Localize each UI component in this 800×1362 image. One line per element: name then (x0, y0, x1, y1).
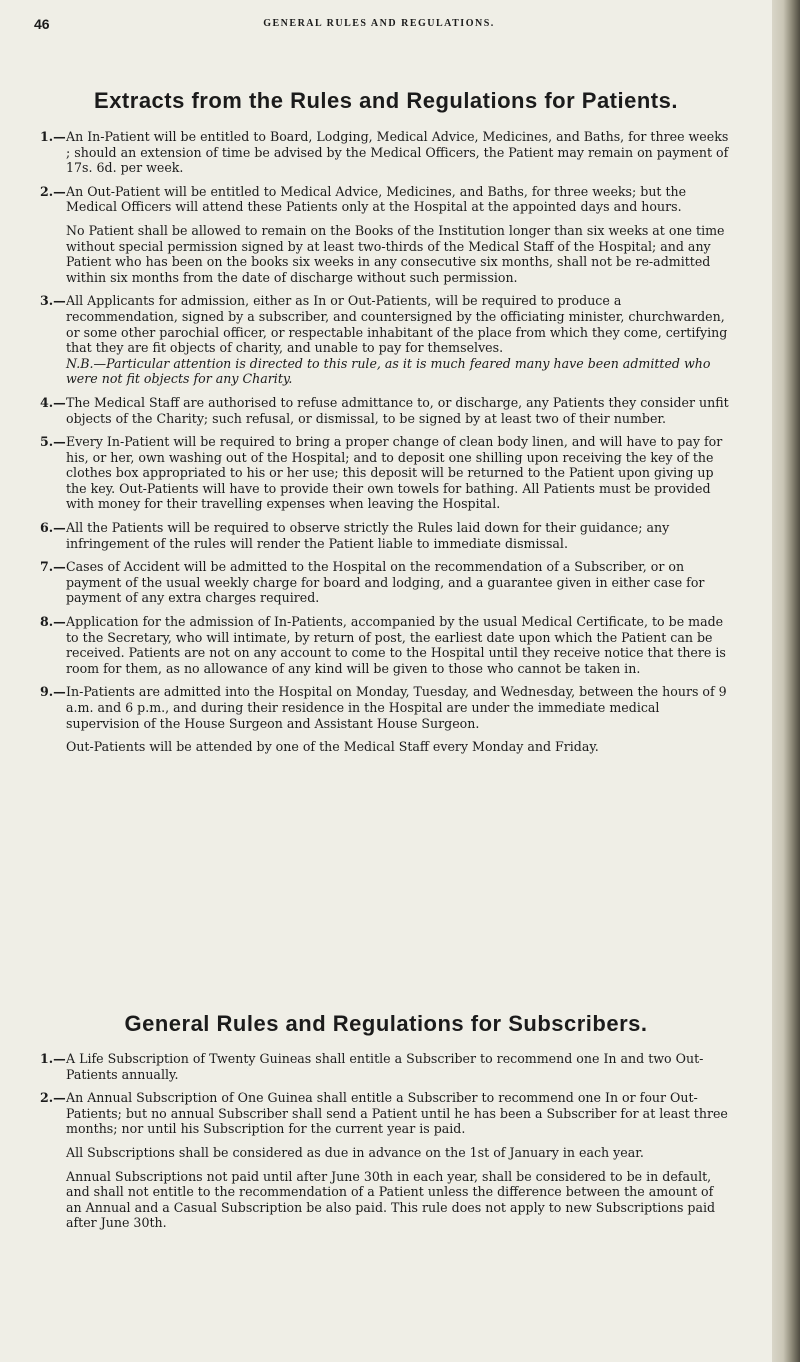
patient-rule-9 (40, 684, 732, 731)
rule-number: 6.— (40, 520, 66, 536)
rule-text: An In-Patient will be entitled to Board, Lodging, Medical Advice, Medicines, and Baths, for three weeks ; should an extension of time be advised by the Medical Officers, the Patient may remain on payment of 17s. 6d. per week. (66, 129, 729, 176)
page-number: 46 (34, 16, 50, 32)
patient-rule-out-patients (40, 739, 732, 755)
book-spine-edge (772, 0, 800, 1362)
running-header (34, 16, 724, 36)
rule-number: 2.— (40, 1090, 66, 1106)
patient-rule-6 (40, 520, 732, 551)
rule-text: Application for the admission of In-Patients, accompanied by the usual Medical Certificate, to be made to the Secretary, who will intimate, by return of post, the earliest date upon which the Patient can be received. Patients are not on any account to come to the Hospital until they receive notice that there is room for them, as no allowance of any kind will be given to those who cannot be taken in. (66, 614, 726, 676)
rule-text: Every In-Patient will be required to bring a proper change of clean body linen, and will have to pay for his, or her, own washing out of the Hospital; and to deposit one shilling upon receiving the key of the clothes box appropriated to his or her use; this deposit will be returned to the Patient upon giving up the key. Out-Patients will have to provide their own towels for bathing. All Patients must be provided with money for their travelling expenses when leaving the Hospital. (66, 434, 723, 512)
patient-rule-2 (40, 184, 732, 215)
rule-text: The Medical Staff are authorised to refuse admittance to, or discharge, any Patients they consider unfit objects of the Charity; such refusal, or dismissal, to be signed by at least two of their number. (66, 394, 729, 426)
rule-number: 3.— (40, 293, 66, 309)
rule-note: N.B.—Particular attention is directed to this rule, as it is much feared many have been admitted who were not fit objects for any Charity. (66, 355, 711, 387)
rule-text: A Life Subscription of Twenty Guineas shall entitle a Subscriber to recommend one In and two Out-Patients annually. (66, 1051, 704, 1082)
subscribers-section-heading: General Rules and Regulations for Subscribers. (124, 1011, 648, 1036)
rule-text: Cases of Accident will be admitted to the Hospital on the recommendation of a Subscriber, or on payment of the usual weekly charge for board and lodging, and a guarantee given in either case for payment of any extra charges required. (66, 559, 705, 606)
rule-number: 8.— (40, 614, 66, 630)
running-header-title: GENERAL RULES AND REGULATIONS. (263, 18, 495, 29)
subscriber-rule-2 (40, 1090, 732, 1137)
rule-text: Out-Patients will be attended by one of the Medical Staff every Monday and Friday. (66, 739, 599, 755)
subscriber-rule-due-date (40, 1145, 732, 1161)
rule-number: 4.— (40, 394, 66, 410)
patient-rule-4 (40, 395, 732, 426)
patient-rule-8 (40, 614, 732, 676)
rule-text: An Out-Patient will be entitled to Medical Advice, Medicines, and Baths, for three weeks; but the Medical Officers will attend these Patients only at the Hospital at the appointed days and hours. (66, 183, 687, 215)
patient-rule-7 (40, 559, 732, 606)
rule-number: 7.— (40, 559, 66, 575)
rule-text: In-Patients are admitted into the Hospital on Monday, Tuesday, and Wednesday, between the hours of 9 a.m. and 6 p.m., and during their residence in the Hospital are under the immediate medical supervision of the House Surgeon and Assistant House Surgeon. (66, 684, 727, 731)
patients-section-heading: Extracts from the Rules and Regulations for Patients. (94, 88, 678, 113)
rule-number: 5.— (40, 434, 66, 450)
rule-text: All the Patients will be required to observe strictly the Rules laid down for their guidance; any infringement of the rules will render the Patient liable to immediate dismissal. (66, 520, 670, 551)
patient-rule-3 (40, 293, 732, 387)
patient-rule-books-limit (40, 223, 732, 285)
rule-number: 9.— (40, 684, 66, 700)
subscriber-rule-1 (40, 1051, 732, 1082)
subscriber-rule-default (40, 1169, 732, 1231)
patient-rule-1 (40, 129, 732, 176)
rule-number: 1.— (40, 1051, 66, 1066)
rule-text: Annual Subscriptions not paid until after June 30th in each year, shall be considered to be in default, and shall not entitle to the recommendation of a Patient unless the difference between the amount of an Annual and a Casual Subscription be also paid. This rule does not apply to new Subscriptions paid after June 30th. (66, 1168, 716, 1231)
rule-text: All Applicants for admission, either as In or Out-Patients, will be required to produce a recommendation, signed by a subscriber, and countersigned by the officiating minister, churchwarden, or some other parochial officer, or respectable inhabitant of the place from which they come, certifying that they are fit objects of charity, and unable to pay for themselves. (66, 293, 728, 356)
rule-text: No Patient shall be allowed to remain on the Books of the Institution longer than six weeks at one time without special permission signed by at least two-thirds of the Medical Staff of the Hospital; and any Patient who has been on the books six weeks in any consecutive six months, shall not be re-admitted within six months from the date of discharge without such permission. (66, 222, 725, 285)
patients-rules-list (40, 129, 732, 763)
rule-number: 1.— (40, 129, 66, 144)
rule-text: All Subscriptions shall be considered as due in advance on the 1st of January in each year. (66, 1144, 644, 1160)
rule-text: An Annual Subscription of One Guinea shall entitle a Subscriber to recommend one In or four Out-Patients; but no annual Subscriber shall send a Patient until he has been a Subscriber for at least three months; nor until his Subscription for the current year is paid. (66, 1090, 728, 1137)
rule-number: 2.— (40, 183, 66, 199)
patient-rule-5 (40, 434, 732, 512)
subscribers-rules-list (40, 1051, 732, 1239)
